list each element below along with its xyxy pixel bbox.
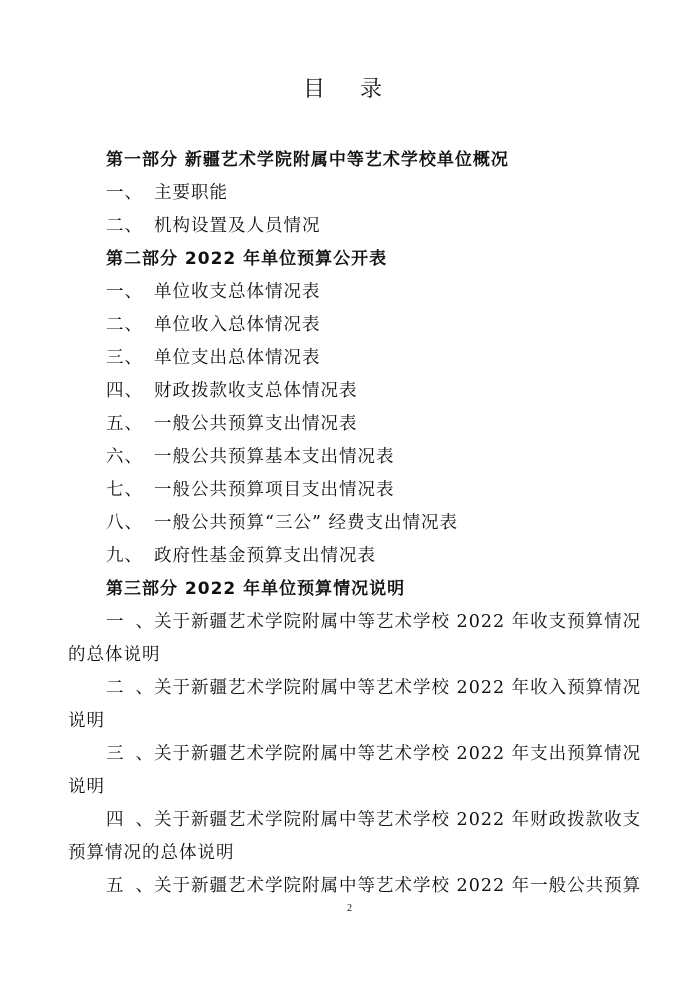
toc-item-text: 一般公共预算项目支出情况表	[154, 480, 395, 500]
toc-item-number: 三、	[106, 348, 143, 368]
toc-item-continuation: 说明	[68, 711, 105, 731]
toc-item-number: 二、	[106, 678, 154, 698]
toc-item-text: 财政拨款收支总体情况表	[154, 381, 358, 401]
toc-item-continuation: 说明	[68, 777, 105, 797]
toc-item-text: 单位收支总体情况表	[154, 282, 321, 302]
toc-item-text: 关于新疆艺术学院附属中等艺术学校 2022 年收支预算情况	[154, 612, 642, 632]
toc-paragraph-item	[68, 804, 642, 870]
toc-item-number: 一、	[106, 612, 154, 632]
toc-paragraph-item	[68, 870, 642, 903]
toc-item-text: 一般公共预算支出情况表	[154, 414, 358, 434]
toc-part-2-heading: 第二部分 2022 年单位预算公开表	[106, 249, 388, 269]
toc-item	[68, 540, 634, 573]
table-of-contents	[68, 144, 642, 903]
toc-paragraph-item	[68, 672, 642, 738]
toc-item-text: 一般公共预算基本支出情况表	[154, 447, 395, 467]
toc-item	[68, 309, 634, 342]
page-title: 目 录	[303, 77, 396, 102]
toc-paragraph-item	[68, 606, 642, 672]
toc-item	[68, 375, 634, 408]
toc-item-number: 一、	[106, 282, 143, 302]
toc-item-continuation: 预算情况的总体说明	[68, 843, 235, 863]
toc-item-continuation: 的总体说明	[68, 645, 161, 665]
toc-item-number: 五、	[106, 876, 154, 896]
toc-item-number: 一、	[106, 183, 143, 203]
toc-item	[68, 276, 634, 309]
toc-item	[68, 210, 634, 243]
toc-item-number: 三、	[106, 744, 154, 764]
toc-item	[68, 441, 634, 474]
toc-item	[68, 474, 634, 507]
toc-item-text: 机构设置及人员情况	[154, 216, 321, 236]
toc-item-number: 五、	[106, 414, 143, 434]
toc-item-number: 九、	[106, 546, 143, 566]
toc-item-text: 政府性基金预算支出情况表	[154, 546, 376, 566]
toc-item-number: 七、	[106, 480, 143, 500]
toc-item-number: 二、	[106, 315, 143, 335]
toc-paragraph-item	[68, 738, 642, 804]
toc-item-number: 四、	[106, 810, 154, 830]
toc-part-1-heading: 第一部分 新疆艺术学院附属中等艺术学校单位概况	[106, 150, 509, 170]
toc-item-text: 关于新疆艺术学院附属中等艺术学校 2022 年收入预算情况	[154, 678, 642, 698]
toc-item-text: 单位收入总体情况表	[154, 315, 321, 335]
toc-item-number: 四、	[106, 381, 143, 401]
toc-item-number: 六、	[106, 447, 143, 467]
toc-item	[68, 507, 634, 540]
toc-item	[68, 408, 634, 441]
toc-item-text: 单位支出总体情况表	[154, 348, 321, 368]
toc-item	[68, 342, 634, 375]
toc-item-number: 二、	[106, 216, 143, 236]
toc-item-number: 八、	[106, 513, 143, 533]
toc-item-text: 关于新疆艺术学院附属中等艺术学校 2022 年支出预算情况	[154, 744, 642, 764]
toc-item	[68, 177, 634, 210]
toc-part-3-heading: 第三部分 2022 年单位预算情况说明	[106, 579, 406, 599]
page-number: 2	[347, 903, 352, 914]
toc-item-text: 主要职能	[154, 183, 228, 203]
toc-item-text: 关于新疆艺术学院附属中等艺术学校 2022 年财政拨款收支	[154, 810, 642, 830]
toc-item-text: 一般公共预算“三公” 经费支出情况表	[154, 513, 458, 533]
toc-item-text: 关于新疆艺术学院附属中等艺术学校 2022 年一般公共预算	[154, 876, 642, 896]
